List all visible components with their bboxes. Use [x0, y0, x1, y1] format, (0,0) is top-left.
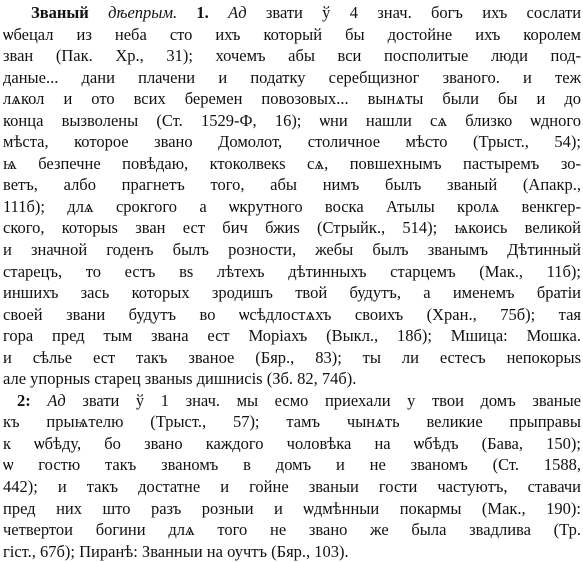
entry-line: к ѡбѣду, бо звано каждого чоловѣка на ѡбѣдъ (Бава, 150);	[3, 433, 581, 453]
entry-text: звати ў 4 знач. богъ ихъ сослати	[246, 3, 582, 22]
entry-line: пред них што разъ розныи и ѡдмѣнныи покармы (Мак., 190):	[3, 498, 581, 518]
entry-line: четвертои богини длѧ того не звано же была звадлива (Тр.	[3, 520, 581, 540]
entry-line: иншихъ зась которых зродишъ твой будутъ, а именемъ братіи	[3, 283, 581, 303]
entry-line: ѡбецал из неба сто ихъ который бы достойне ихъ королем	[3, 24, 581, 44]
entry-line: къ прыѩтелю (Трыст., 57); тамъ чынѧть великие прыправы	[3, 412, 581, 432]
entry-line: гора пред тым звана ест Моріахъ (Выкл., 18б); Мшица: Мошка.	[3, 326, 581, 346]
entry-line: але упорныs старец званыs дишнисіs (Зб. 82, 74б).	[3, 369, 357, 389]
entry-fragment: лѧкол	[3, 89, 45, 109]
dictionary-entry	[3, 2, 581, 562]
entry-line: своей звани будутъ во ѡсѣдлостѧхъ своихъ (Хран., 75б); тая	[3, 304, 581, 324]
entry-line: гіст., 67б); Пиранѣ: Званныи на оучтъ (Бяр., 103).	[3, 541, 349, 561]
entry-line: 111б); длѧ срокгого а ѡкрутного воска Атылы кролѧ венкгер-	[3, 196, 581, 216]
entry-line: ѡ гостю такъ званомъ в домъ и не званомъ (Ст. 1588,	[3, 455, 581, 475]
entry-line	[3, 88, 581, 110]
entry-text: и ото всих беремен повозовых... вынѧты были бы и до	[44, 89, 581, 109]
entry-text: безпечне повѣдаю, ктоколвекs сѧ, повшехнымъ пастыремъ зо-	[16, 153, 581, 173]
entry-line: и сѣлье ест такъ званое (Бяр., 83); ты ли естесъ непокорыs	[3, 347, 581, 367]
sense-lead: Ад	[47, 390, 66, 410]
entry-line: 442); и такъ достатне и гойне званыи гости частуютъ, ставачи	[3, 477, 581, 497]
entry-line: ского, которыs зван ест бич бжиs (Стрыйк., 514); ѩкоись великой	[3, 218, 581, 238]
entry-line	[3, 153, 581, 175]
entry-line: старецъ, то естъ вs лѣтехъ дѣтинныхъ старцемъ (Мак., 11б);	[3, 261, 581, 281]
entry-line: ветъ, албо прагнетъ того, абы нимъ былъ званый (Апакр.,	[3, 175, 581, 195]
sense-number: 2:	[17, 390, 31, 410]
entry-line: и значной годенъ былъ розности, жебы былъ званымъ Дѣтинный	[3, 240, 581, 260]
sense-number: 1.	[196, 3, 209, 22]
entry-text: звати ў 1 знач. мы есмо приехали у твои домъ званые	[65, 390, 582, 410]
sense-lead: Ад	[228, 3, 247, 22]
entry-line: мѣста, которое звано Домолот, столичное мѣсто (Трыст., 54);	[3, 132, 581, 152]
entry-line: конца вызволены (Ст. 1529-Ф, 16); ѡни нашли сѧ близко ѡдного	[3, 110, 581, 130]
entry-line: зван (Пак. Хр., 31); хочемъ абы вси посполитые люди под-	[3, 46, 581, 66]
entry-fragment: ѩ	[3, 153, 17, 173]
entry-line	[3, 390, 581, 412]
entry-line: даные... дани плачени и податку серебщизног званого. и теж	[3, 67, 581, 87]
part-of-speech: дѣепрым.	[108, 3, 178, 22]
headword: Званый	[31, 3, 89, 22]
entry-line	[3, 2, 581, 24]
